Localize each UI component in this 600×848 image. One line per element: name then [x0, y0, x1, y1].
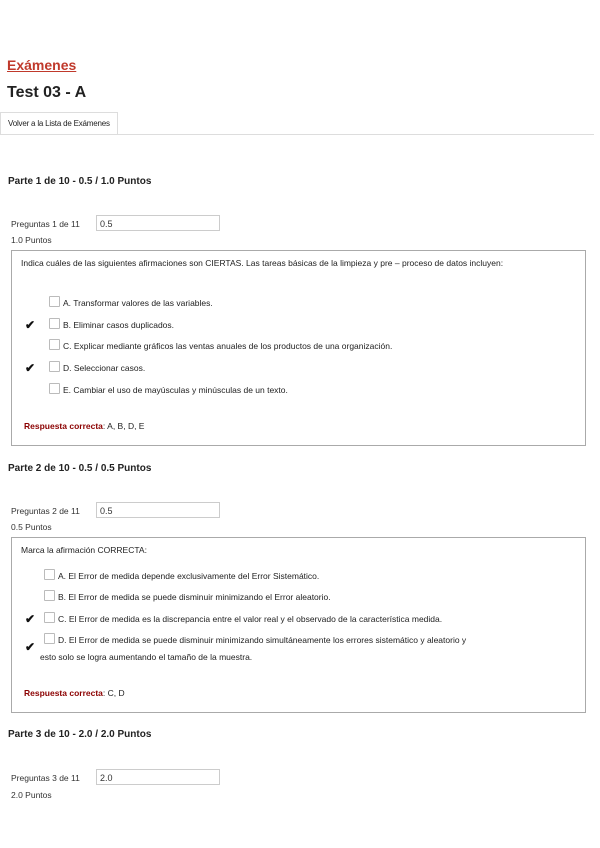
question-2-score-input[interactable]: 0.5 [96, 502, 220, 518]
question-2-box [11, 537, 586, 713]
exams-link[interactable]: Exámenes [7, 57, 77, 73]
question-2-correct-answer [24, 688, 125, 698]
question-2-label: Preguntas 2 de 11 [11, 506, 80, 516]
option-1a-label: A. Transformar valores de las variables. [63, 298, 213, 308]
back-to-exams-tab[interactable]: Volver a la Lista de Exámenes [0, 112, 118, 135]
option-1c[interactable] [49, 339, 392, 352]
option-2a[interactable] [44, 569, 319, 582]
option-2c[interactable] [44, 612, 442, 625]
option-1b-label: B. Eliminar casos duplicados. [63, 320, 175, 330]
option-2c-label: C. El Error de medida es la discrepancia entre el valor real y el observado de la característica medida. [58, 614, 443, 624]
option-2d[interactable] [44, 633, 466, 646]
option-2b-label: B. El Error de medida se puede disminuir minimizando el Error aleatorio. [58, 592, 331, 602]
option-2b[interactable] [44, 590, 331, 603]
part-3-title: Parte 3 de 10 - 2.0 / 2.0 Puntos [8, 729, 152, 740]
option-2a-checkbox[interactable] [44, 569, 55, 580]
option-1a-checkbox[interactable] [49, 296, 60, 307]
check-icon: ✔ [25, 640, 36, 654]
question-3-score-input[interactable]: 2.0 [96, 769, 220, 785]
option-1b-checkbox[interactable] [49, 318, 60, 329]
tab-divider [0, 134, 594, 135]
option-2d-checkbox[interactable] [44, 633, 55, 644]
correct-answer-value: : C, D [102, 688, 125, 698]
question-3-label: Preguntas 3 de 11 [11, 773, 80, 783]
question-1-score-input[interactable]: 0.5 [96, 215, 220, 231]
question-1-text: Indica cuáles de las siguientes afirmaciones son CIERTAS. Las tareas básicas de la limpieza y pre – proceso de datos incluyen: [21, 258, 504, 268]
check-icon: ✔ [25, 612, 36, 626]
option-1e-checkbox[interactable] [49, 383, 60, 394]
option-1b[interactable] [49, 318, 174, 331]
option-1a[interactable] [49, 296, 213, 309]
option-1d[interactable] [49, 361, 145, 374]
option-1c-checkbox[interactable] [49, 339, 60, 350]
option-2c-checkbox[interactable] [44, 612, 55, 623]
question-1-box [11, 250, 586, 446]
test-title: Test 03 - A [7, 84, 87, 101]
question-3-points: 2.0 Puntos [11, 790, 52, 800]
option-1d-checkbox[interactable] [49, 361, 60, 372]
option-1e-label: E. Cambiar el uso de mayúsculas y minúsculas de un texto. [63, 385, 288, 395]
question-2-points: 0.5 Puntos [11, 522, 52, 532]
option-2d-label: D. El Error de medida se puede disminuir minimizando simultáneamente los errores sistemático y aleatorio y [58, 635, 467, 645]
part-2-title: Parte 2 de 10 - 0.5 / 0.5 Puntos [8, 463, 152, 474]
option-2a-label: A. El Error de medida depende exclusivamente del Error Sistemático. [58, 571, 320, 581]
option-1c-label: C. Explicar mediante gráficos las ventas anuales de los productos de una organización. [63, 341, 393, 351]
question-1-correct-answer [24, 421, 144, 431]
check-icon: ✔ [25, 361, 36, 375]
check-icon: ✔ [25, 318, 36, 332]
correct-answer-label: Respuesta correcta [24, 421, 103, 431]
question-1-points: 1.0 Puntos [11, 235, 52, 245]
correct-answer-label: Respuesta correcta [24, 688, 103, 698]
question-1-label: Preguntas 1 de 11 [11, 219, 80, 229]
correct-answer-value: : A, B, D, E [102, 421, 145, 431]
part-1-title: Parte 1 de 10 - 0.5 / 1.0 Puntos [8, 176, 152, 187]
option-2d-label-continuation: esto solo se logra aumentando el tamaño de la muestra. [40, 652, 253, 662]
option-1d-label: D. Seleccionar casos. [63, 363, 146, 373]
option-1e[interactable] [49, 383, 288, 396]
option-2b-checkbox[interactable] [44, 590, 55, 601]
question-2-text: Marca la afirmación CORRECTA: [21, 545, 147, 555]
